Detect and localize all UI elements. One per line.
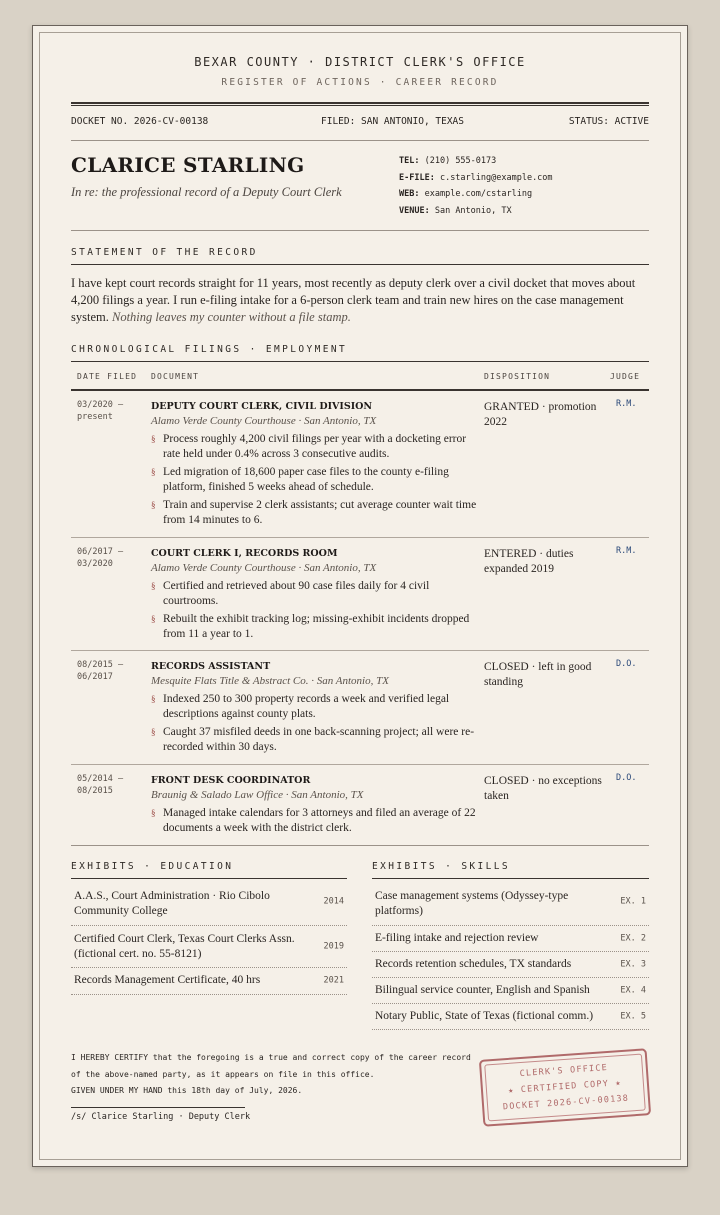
filing-dates: 08/2015 – 06/2017: [77, 660, 124, 682]
section-rule: [71, 264, 649, 265]
skill-exhibit-number: EX. 4: [620, 985, 646, 995]
filing-judge: D.O.: [616, 773, 637, 783]
section-mark-icon: §: [151, 467, 156, 477]
filing-org: Alamo Verde County Courthouse · San Antonio, TX: [151, 562, 377, 574]
bullet-item: § Caught 37 misfiled deeds in one back-scanning project; all were re-recorded within 30 days.: [151, 726, 475, 753]
filings-table-header: [71, 361, 649, 391]
filing-title: RECORDS ASSISTANT: [151, 661, 271, 672]
signature: /s/ Clarice Starling · Deputy Clerk: [71, 1112, 251, 1122]
contact-venue: VENUE: San Antonio, TX: [399, 205, 512, 216]
filing-dates: 06/2017 – 03/2020: [77, 547, 124, 569]
bullet-item: § Rebuilt the exhibit tracking log; missing-exhibit incidents dropped from 11 a year to 1.: [151, 613, 470, 640]
skill-exhibit-number: EX. 5: [620, 1011, 646, 1021]
divider: [71, 230, 649, 231]
filing-bullets: [151, 806, 481, 839]
filing-judge: R.M.: [616, 399, 637, 409]
filing-judge: D.O.: [616, 659, 637, 669]
filing-row: [71, 765, 649, 846]
contact-phone: TEL: (210) 555-0173: [399, 156, 497, 166]
stamp-line: ★ CERTIFIED COPY ★: [507, 1078, 623, 1096]
stamp-line: CLERK'S OFFICE: [519, 1062, 609, 1080]
certification-line: GIVEN UNDER MY HAND this 18th day of July, 2026.: [71, 1086, 303, 1095]
skill-item: E-filing intake and rejection review EX. 2: [372, 926, 649, 952]
section-mark-icon: §: [151, 694, 156, 704]
skill-exhibit-number: EX. 3: [620, 959, 646, 969]
bullet-item: § Led migration of 18,600 paper case files to the county e-filing platform, finished 5 weeks ahead of schedule.: [151, 466, 449, 493]
skills-title: EXHIBITS · SKILLS: [372, 861, 649, 879]
filing-title: DEPUTY COURT CLERK, CIVIL DIVISION: [151, 401, 373, 412]
bullet-item: § Process roughly 4,200 civil filings per year with a docketing error rate held under 0.4% across 3 consecutive audits.: [151, 433, 467, 460]
party-name: CLARICE STARLING: [71, 153, 305, 177]
filing-bullets: [151, 579, 481, 645]
col-date: DATE FILED: [77, 372, 138, 381]
education-year: 2019: [323, 941, 344, 951]
education-item: Certified Court Clerk, Texas Court Clerks Assn. (fictional cert. no. 55-8121) 2019: [71, 926, 347, 968]
in-re-caption: In re: the professional record of a Deputy Court Clerk: [71, 185, 342, 199]
filing-dates: 03/2020 – present: [77, 400, 124, 422]
filing-org: Braunig & Salado Law Office · San Antonio, TX: [151, 789, 364, 801]
filing-row: [71, 651, 649, 765]
register-subtitle: REGISTER OF ACTIONS · CAREER RECORD: [221, 77, 499, 88]
skill-item: Bilingual service counter, English and Spanish EX. 4: [372, 978, 649, 1004]
statement-text: I have kept court records straight for 11 years, most recently as deputy clerk over a civil docket that moves about 4,200 filings a year. I run e-filing intake for a 6-person clerk team and train new hires on the case management system. Nothing leaves my counter without a file stamp.: [71, 276, 636, 324]
section-mark-icon: §: [151, 500, 156, 510]
court-name: BEXAR COUNTY · DISTRICT CLERK'S OFFICE: [194, 55, 526, 69]
certification-line: I HEREBY CERTIFY that the foregoing is a true and correct copy of the career record: [71, 1053, 471, 1062]
filing-org: Mesquite Flats Title & Abstract Co. · San Antonio, TX: [151, 675, 389, 687]
education-item: Records Management Certificate, 40 hrs 2021: [71, 968, 347, 995]
filing-org: Alamo Verde County Courthouse · San Antonio, TX: [151, 415, 377, 427]
docket-number: DOCKET NO. 2026-CV-00138: [71, 116, 209, 127]
filing-row: [71, 538, 649, 651]
filing-disposition: ENTERED · duties expanded 2019: [484, 548, 574, 575]
signature-line: [71, 1107, 245, 1108]
certified-copy-stamp: [479, 1048, 651, 1127]
contact-email[interactable]: E-FILE: c.starling@example.com: [399, 172, 553, 183]
col-disposition: DISPOSITION: [484, 372, 551, 381]
filing-bullets: [151, 432, 481, 531]
section-mark-icon: §: [151, 727, 156, 737]
education-title: EXHIBITS · EDUCATION: [71, 861, 347, 879]
section-mark-icon: §: [151, 808, 156, 818]
education-year: 2014: [323, 896, 344, 907]
statement-emphasis: Nothing leaves my counter without a file stamp.: [111, 310, 351, 324]
filing-disposition: CLOSED · no exceptions taken: [484, 775, 602, 802]
col-judge: JUDGE: [610, 372, 641, 381]
filing-title: FRONT DESK COORDINATOR: [151, 775, 311, 786]
filing-judge: R.M.: [616, 546, 637, 556]
filing-title: COURT CLERK I, RECORDS ROOM: [151, 548, 338, 559]
bullet-item: § Train and supervise 2 clerk assistants; cut average counter wait time from 14 minutes to 6.: [151, 499, 477, 526]
filing-dates: 05/2014 – 08/2015: [77, 774, 124, 796]
filings-title: CHRONOLOGICAL FILINGS · EMPLOYMENT: [71, 344, 348, 355]
education-item: A.A.S., Court Administration · Rio Cibolo Community College 2014: [71, 879, 347, 926]
header-rule: [71, 102, 649, 106]
stamp-line: DOCKET 2026-CV-00138: [502, 1093, 630, 1113]
section-mark-icon: §: [151, 581, 156, 591]
skill-item: Case management systems (Odyssey-type platforms) EX. 1: [372, 879, 649, 926]
education-section: [71, 861, 347, 995]
filing-bullets: [151, 692, 481, 758]
statement-title: STATEMENT OF THE RECORD: [71, 247, 258, 258]
filing-row: [71, 391, 649, 538]
skill-item: Records retention schedules, TX standards EX. 3: [372, 952, 649, 978]
filing-disposition: CLOSED · left in good standing: [484, 661, 592, 688]
section-mark-icon: §: [151, 614, 156, 624]
certification-line: of the above-named party, as it appears on file in this office.: [71, 1069, 375, 1079]
skills-section: [372, 861, 649, 1030]
education-year: 2021: [323, 975, 344, 986]
skill-exhibit-number: EX. 1: [620, 896, 646, 907]
skill-item: Notary Public, State of Texas (fictional comm.) EX. 5: [372, 1004, 649, 1030]
bullet-item: § Certified and retrieved about 90 case files daily for 4 civil courtrooms.: [151, 580, 430, 607]
certification-block: [71, 1050, 471, 1100]
document-content: [32, 25, 688, 1167]
filing-disposition: GRANTED · promotion 2022: [484, 401, 597, 428]
contact-web[interactable]: WEB: example.com/cstarling: [399, 189, 533, 199]
divider: [71, 140, 649, 141]
filed-location: FILED: SAN ANTONIO, TEXAS: [321, 116, 464, 127]
col-document: DOCUMENT: [151, 372, 200, 381]
bullet-item: § Managed intake calendars for 3 attorneys and filed an average of 22 documents a week with the district clerk.: [151, 807, 476, 834]
status: STATUS: ACTIVE: [568, 116, 649, 127]
contact-block: [399, 153, 553, 219]
section-mark-icon: §: [151, 434, 156, 444]
bullet-item: § Indexed 250 to 300 property records a week and verified legal descriptions against county plats.: [151, 693, 450, 720]
skill-exhibit-number: EX. 2: [620, 933, 646, 943]
